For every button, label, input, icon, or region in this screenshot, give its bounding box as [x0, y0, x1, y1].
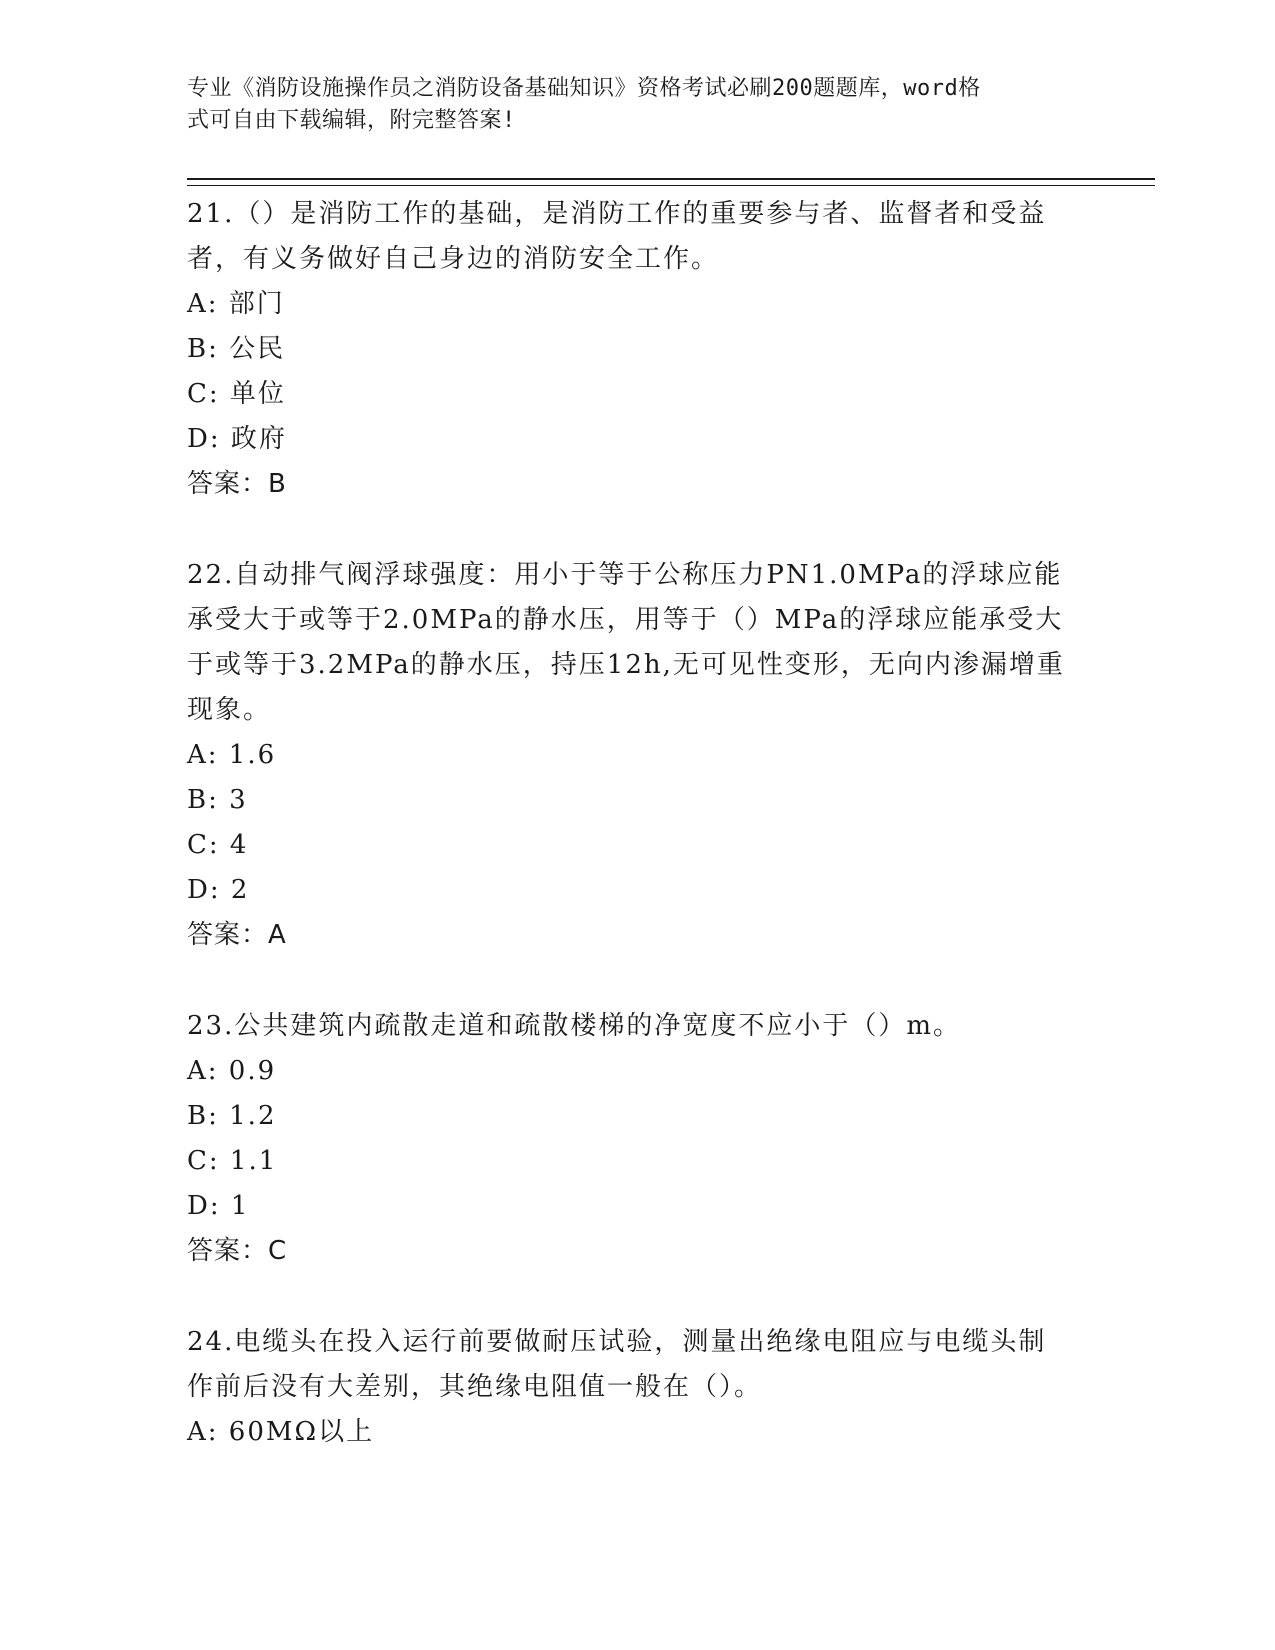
stem-line: 于或等于3.2MPa的静水压，持压12h,无可见性变形，无向内渗漏增重: [187, 650, 1065, 680]
option-a: A: 0.9: [187, 1056, 277, 1086]
stem-line: 23.公共建筑内疏散走道和疏散楼梯的净宽度不应小于（）m。: [187, 1011, 962, 1041]
option-d: D: 政府: [187, 424, 287, 454]
header-line-2: 式可自由下载编辑，附完整答案!: [187, 108, 516, 133]
question-24: [187, 1320, 1087, 1455]
option-d: D: 2: [187, 875, 250, 905]
option-b: B: 3: [187, 785, 248, 815]
option-c: C: 4: [187, 830, 249, 860]
stem-line: 承受大于或等于2.0MPa的静水压，用等于（）MPa的浮球应能承受大: [187, 605, 1064, 635]
option-a: A: 1.6: [187, 740, 277, 770]
question-spacer: [187, 1274, 1087, 1320]
option-c: C: 1.1: [187, 1146, 278, 1176]
answer-label: 答案：C: [187, 1236, 288, 1266]
question-list: [187, 192, 1087, 1455]
stem-line: 现象。: [187, 695, 272, 725]
question-spacer: [187, 958, 1087, 1004]
question-stem: [187, 1004, 1087, 1049]
answer-label: 答案：B: [187, 469, 287, 499]
option-b: B: 1.2: [187, 1101, 277, 1131]
option-a: A: 60MΩ以上: [187, 1417, 375, 1447]
question-stem: [187, 192, 1087, 282]
question-spacer: [187, 507, 1087, 553]
option-c: C: 单位: [187, 379, 286, 409]
header-divider: [187, 178, 1155, 186]
answer-label: 答案：A: [187, 920, 287, 950]
stem-line: 者，有义务做好自己身边的消防安全工作。: [187, 244, 720, 274]
option-d: D: 1: [187, 1191, 250, 1221]
document-header: [187, 73, 1087, 137]
header-line-1: 专业《消防设施操作员之消防设备基础知识》资格考试必刷200题题库，word格: [187, 76, 981, 101]
option-b: B: 公民: [187, 334, 286, 364]
option-a: A: 部门: [187, 289, 285, 319]
question-stem: [187, 1320, 1087, 1410]
question-21: [187, 192, 1087, 507]
question-23: [187, 1004, 1087, 1274]
question-stem: [187, 553, 1087, 733]
stem-line: 作前后没有大差别，其绝缘电阻值一般在（）。: [187, 1372, 763, 1402]
stem-line: 21.（）是消防工作的基础，是消防工作的重要参与者、监督者和受益: [187, 199, 1047, 229]
stem-line: 24.电缆头在投入运行前要做耐压试验，测量出绝缘电阻应与电缆头制: [187, 1327, 1047, 1357]
stem-line: 22.自动排气阀浮球强度：用小于等于公称压力PN1.0MPa的浮球应能: [187, 560, 1063, 590]
question-22: [187, 553, 1087, 958]
